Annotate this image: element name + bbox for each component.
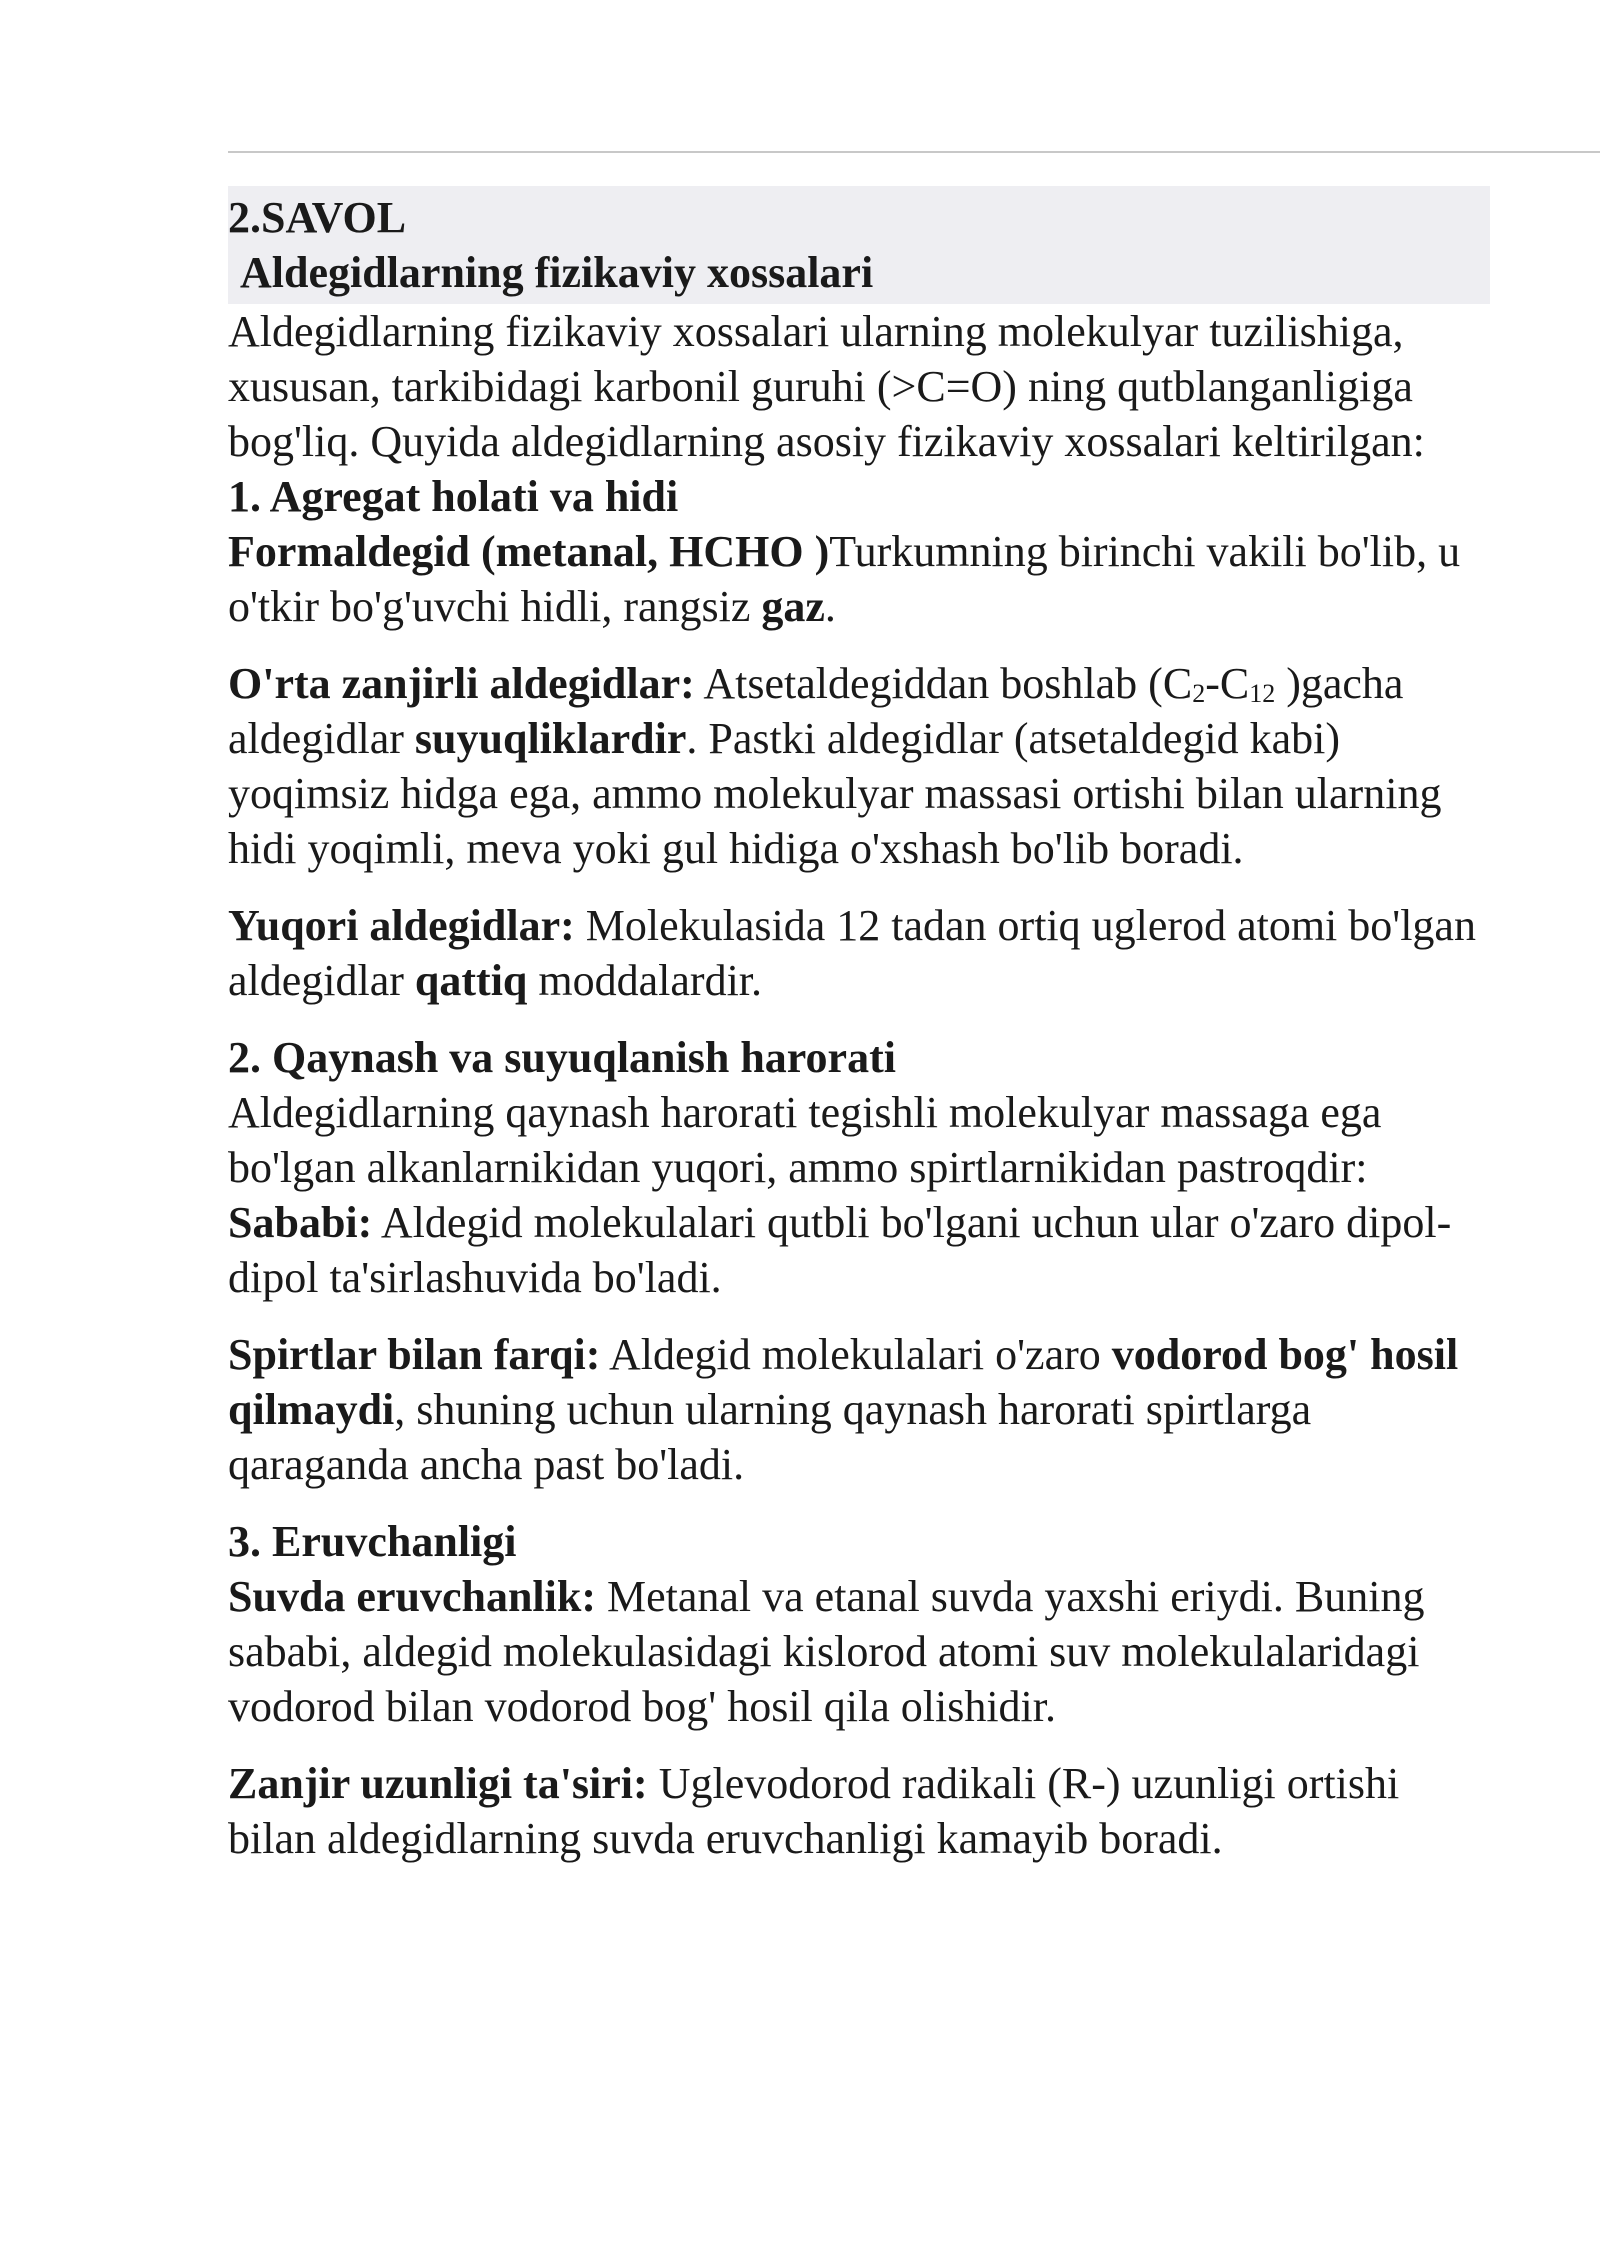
middle-chain-term: O'rta zanjirli aldegidlar:	[228, 659, 695, 708]
middle-chain-state: suyuqliklardir	[414, 714, 687, 763]
middle-chain-sub-1: 2	[1192, 678, 1206, 708]
chain-length-paragraph	[228, 1756, 1490, 1866]
reason-paragraph	[228, 1195, 1490, 1305]
middle-chain-text-4: . Pastki aldegidlar (atsetaldegid kabi) yoqimsiz hidga ega, ammo molekulyar massasi ortishi bilan ularning hidi yoqimli, meva yoki gul hidiga o'xshash bo'lib boradi.	[228, 714, 1442, 873]
middle-chain-sub-2: 12	[1249, 678, 1276, 708]
middle-chain-text-2: -C	[1205, 659, 1250, 708]
section-1-title: 1. Agregat holati va hidi	[228, 472, 679, 521]
higher-aldehydes-end: moddalardir.	[527, 956, 763, 1005]
intro-paragraph: Aldegidlarning fizikaviy xossalari ularning molekulyar tuzilishiga, xususan, tarkibidagi karbonil guruhi (>C=O) ning qutblanganligiga bog'liq. Quyida aldegidlarning asosiy fizikaviy xossalari keltirilgan:	[228, 307, 1425, 466]
top-divider	[228, 151, 1600, 153]
section-2-title: 2. Qaynash va suyuqlanish harorati	[228, 1033, 896, 1082]
document-body	[228, 186, 1490, 1866]
water-solubility-text: Metanal va etanal suvda yaxshi eriydi. Buning sababi, aldegid molekulasidagi kislorod atomi suv molekulalaridagi vodorod bilan vodorod bog' hosil qila olishidir.	[228, 1572, 1425, 1731]
question-title: Aldegidlarning fizikaviy xossalari	[240, 248, 874, 297]
higher-aldehydes-text: Molekulasida 12 tadan ortiq uglerod atomi bo'lgan aldegidlar	[228, 901, 1476, 1005]
difference-term: Spirtlar bilan farqi:	[228, 1330, 601, 1379]
difference-end: , shuning uchun ularning qaynash harorati spirtlarga qaraganda ancha past bo'ladi.	[228, 1385, 1312, 1489]
formaldehyde-term: Formaldegid (metanal, HCHO )	[228, 527, 830, 576]
higher-aldehydes-term: Yuqori aldegidlar:	[228, 901, 575, 950]
formaldehyde-end: .	[824, 582, 836, 631]
section-3-title: 3. Eruvchanligi	[228, 1517, 517, 1566]
chain-length-text: Uglevodorod radikali (R-) uzunligi ortishi bilan aldegidlarning suvda eruvchanligi kamayib boradi.	[228, 1759, 1400, 1863]
reason-term: Sababi:	[228, 1198, 373, 1247]
middle-chain-text-3: )gacha aldegidlar	[228, 659, 1404, 763]
higher-aldehydes-paragraph	[228, 898, 1490, 1008]
higher-aldehydes-state: qattiq	[414, 956, 528, 1005]
formaldehyde-text: Turkumning birinchi vakili bo'lib, u o'tkir bo'g'uvchi hidli, rangsiz	[228, 527, 1461, 631]
difference-emphasis: vodorod bog' hosil qilmaydi	[228, 1330, 1459, 1434]
boiling-paragraph: Aldegidlarning qaynash harorati tegishli molekulyar massaga ega bo'lgan alkanlarnikidan yuqori, ammo spirtlarnikidan pastroqdir:	[228, 1088, 1382, 1192]
middle-chain-paragraph	[228, 656, 1490, 876]
difference-paragraph	[228, 1327, 1490, 1492]
water-solubility-term: Suvda eruvchanlik:	[228, 1572, 596, 1621]
formaldehyde-state: gaz	[761, 582, 825, 631]
middle-chain-text-1: Atsetaldegiddan boshlab (C	[694, 659, 1193, 708]
chain-length-term: Zanjir uzunligi ta'siri:	[228, 1759, 648, 1808]
difference-text: Aldegid molekulalari o'zaro	[600, 1330, 1112, 1379]
question-label: 2.SAVOL	[228, 193, 407, 242]
formaldehyde-paragraph	[228, 524, 1490, 634]
water-solubility-paragraph	[228, 1569, 1490, 1734]
question-heading	[228, 186, 1490, 304]
reason-text: Aldegid molekulalari qutbli bo'lgani uchun ular o'zaro dipol-dipol ta'sirlashuvida bo'ladi.	[228, 1198, 1452, 1302]
